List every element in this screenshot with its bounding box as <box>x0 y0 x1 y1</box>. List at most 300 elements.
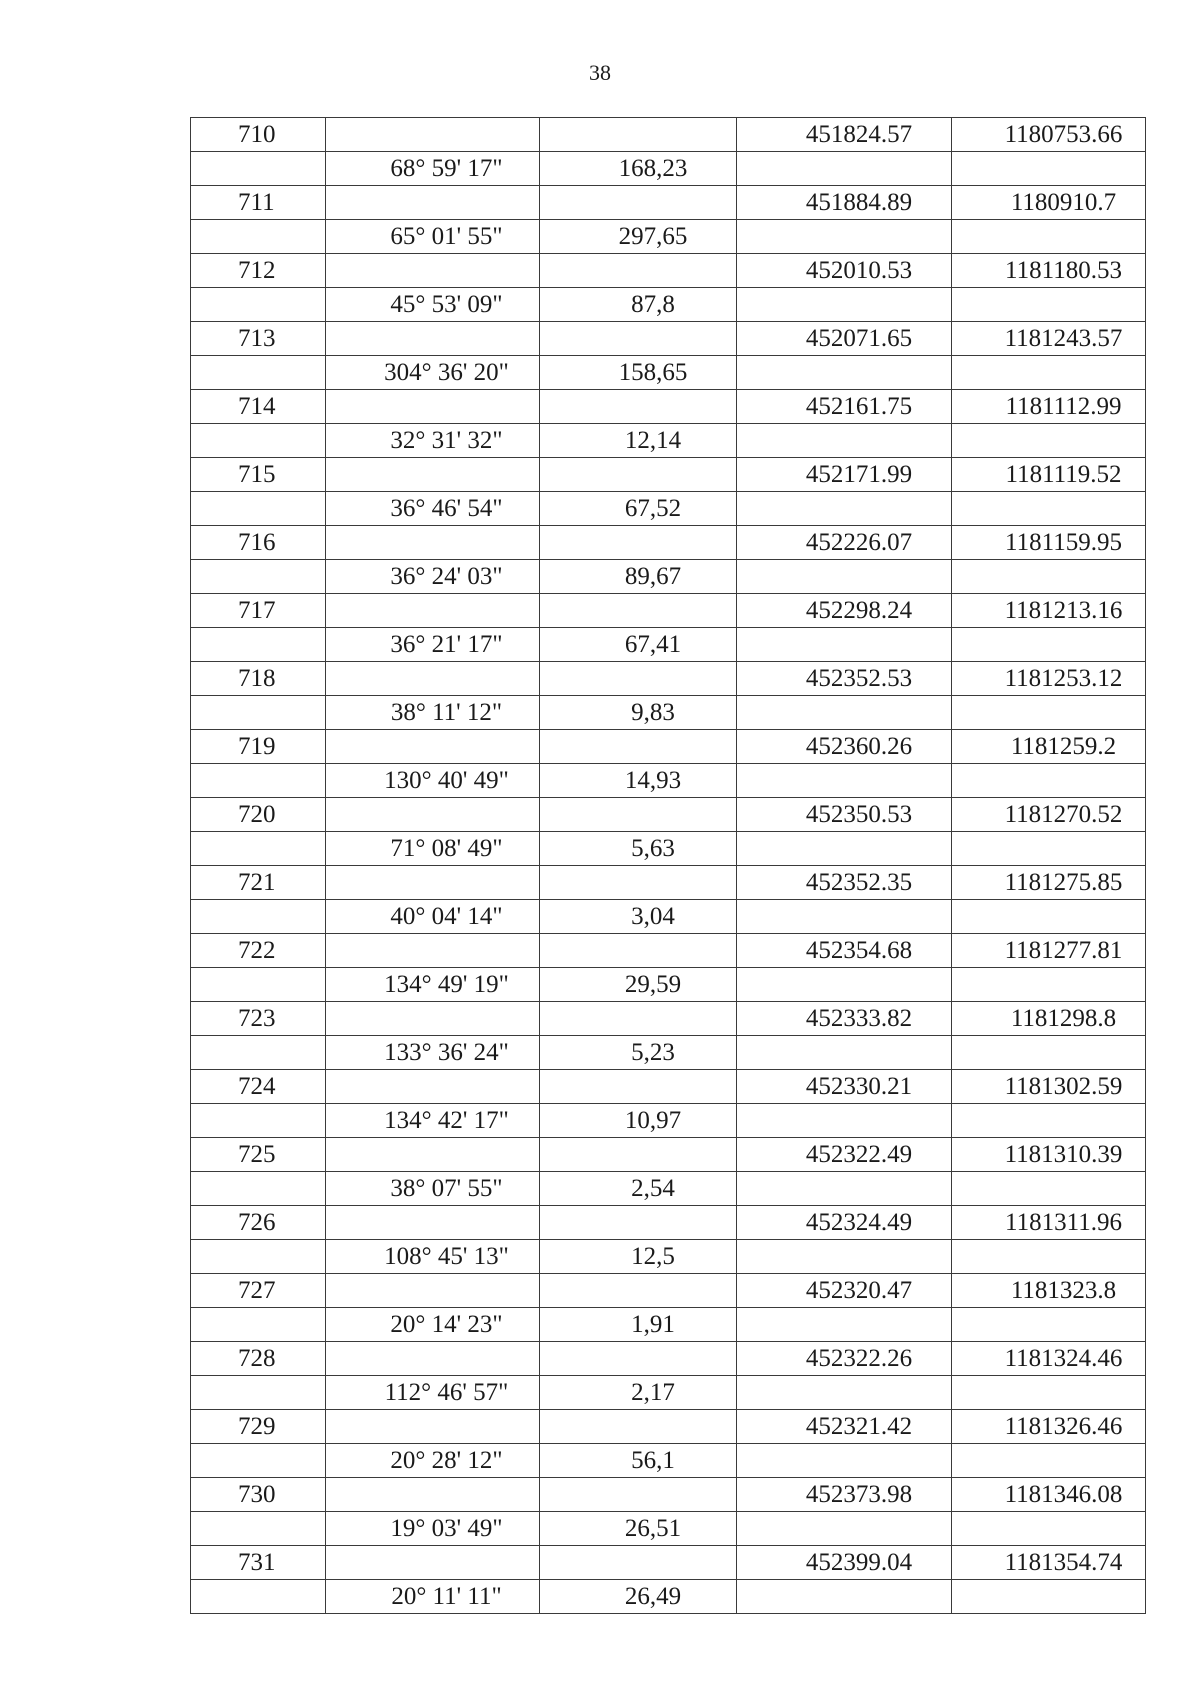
point-row <box>191 1206 1146 1240</box>
y-coordinate-cell <box>952 1274 1146 1308</box>
segment-row <box>191 1376 1146 1410</box>
empty-cell <box>540 798 737 832</box>
x-coordinate-cell <box>737 1342 952 1376</box>
x-coordinate-cell <box>737 594 952 628</box>
empty-cell <box>191 900 326 934</box>
empty-cell <box>737 152 952 186</box>
point-number-cell-text: 712 <box>238 257 276 284</box>
segment-length-cell-text: 56,1 <box>631 1447 675 1474</box>
y-coordinate-cell <box>952 1478 1146 1512</box>
direction-angle-cell-text: 68° 59' 17" <box>390 155 503 182</box>
empty-cell <box>191 492 326 526</box>
segment-row <box>191 356 1146 390</box>
segment-length-cell <box>540 696 737 730</box>
x-coordinate-cell <box>737 1138 952 1172</box>
empty-cell <box>540 1342 737 1376</box>
empty-cell <box>540 730 737 764</box>
empty-cell <box>191 1240 326 1274</box>
empty-cell <box>540 1138 737 1172</box>
x-coordinate-cell-text: 452322.49 <box>805 1141 913 1168</box>
segment-length-cell-text: 297,65 <box>618 223 688 250</box>
segment-length-cell-text: 12,14 <box>624 427 682 454</box>
segment-length-cell-text: 14,93 <box>624 767 682 794</box>
empty-cell <box>191 832 326 866</box>
empty-cell <box>737 288 952 322</box>
segment-row <box>191 560 1146 594</box>
segment-row <box>191 220 1146 254</box>
empty-cell <box>191 1104 326 1138</box>
y-coordinate-cell <box>952 798 1146 832</box>
segment-length-cell <box>540 356 737 390</box>
empty-cell <box>326 1546 540 1580</box>
segment-length-cell <box>540 424 737 458</box>
x-coordinate-cell-text: 452373.98 <box>805 1481 913 1508</box>
segment-row <box>191 628 1146 662</box>
empty-cell <box>952 968 1146 1002</box>
direction-angle-cell <box>326 968 540 1002</box>
point-row <box>191 526 1146 560</box>
x-coordinate-cell-text: 452321.42 <box>805 1413 913 1440</box>
empty-cell <box>952 1104 1146 1138</box>
point-number-cell <box>191 1274 326 1308</box>
coordinates-table <box>190 117 1146 1614</box>
point-row <box>191 1002 1146 1036</box>
y-coordinate-cell-text: 1181253.12 <box>1004 665 1123 692</box>
point-number-cell-text: 726 <box>238 1209 276 1236</box>
segment-row <box>191 1240 1146 1274</box>
direction-angle-cell-text: 32° 31' 32" <box>390 427 503 454</box>
empty-cell <box>326 526 540 560</box>
empty-cell <box>952 560 1146 594</box>
empty-cell <box>737 1376 952 1410</box>
empty-cell <box>326 798 540 832</box>
y-coordinate-cell <box>952 254 1146 288</box>
point-row <box>191 254 1146 288</box>
y-coordinate-cell <box>952 730 1146 764</box>
empty-cell <box>952 1512 1146 1546</box>
point-number-cell <box>191 1478 326 1512</box>
y-coordinate-cell-text: 1181354.74 <box>1004 1549 1123 1576</box>
y-coordinate-cell-text: 1181112.99 <box>1005 393 1122 420</box>
segment-length-cell <box>540 1172 737 1206</box>
y-coordinate-cell <box>952 1070 1146 1104</box>
x-coordinate-cell-text: 452161.75 <box>805 393 913 420</box>
x-coordinate-cell <box>737 254 952 288</box>
segment-length-cell <box>540 1308 737 1342</box>
point-number-cell <box>191 866 326 900</box>
point-number-cell-text: 725 <box>238 1141 276 1168</box>
point-number-cell-text: 727 <box>238 1277 276 1304</box>
direction-angle-cell <box>326 220 540 254</box>
segment-length-cell-text: 1,91 <box>631 1311 675 1338</box>
empty-cell <box>326 458 540 492</box>
empty-cell <box>540 866 737 900</box>
empty-cell <box>952 492 1146 526</box>
segment-row <box>191 1444 1146 1478</box>
empty-cell <box>952 424 1146 458</box>
y-coordinate-cell <box>952 1546 1146 1580</box>
segment-length-cell <box>540 492 737 526</box>
y-coordinate-cell-text: 1180753.66 <box>1004 121 1123 148</box>
segment-length-cell <box>540 560 737 594</box>
y-coordinate-cell <box>952 594 1146 628</box>
empty-cell <box>737 1240 952 1274</box>
empty-cell <box>952 1036 1146 1070</box>
y-coordinate-cell <box>952 390 1146 424</box>
empty-cell <box>540 526 737 560</box>
x-coordinate-cell <box>737 1274 952 1308</box>
point-number-cell-text: 718 <box>238 665 276 692</box>
y-coordinate-cell-text: 1181159.95 <box>1005 529 1122 556</box>
x-coordinate-cell <box>737 662 952 696</box>
empty-cell <box>326 254 540 288</box>
empty-cell <box>326 1070 540 1104</box>
direction-angle-cell <box>326 1240 540 1274</box>
segment-length-cell <box>540 968 737 1002</box>
point-number-cell-text: 729 <box>238 1413 276 1440</box>
y-coordinate-cell-text: 1181323.8 <box>1010 1277 1117 1304</box>
point-row <box>191 866 1146 900</box>
x-coordinate-cell-text: 452071.65 <box>805 325 913 352</box>
point-number-cell <box>191 254 326 288</box>
empty-cell <box>326 730 540 764</box>
empty-cell <box>737 696 952 730</box>
y-coordinate-cell <box>952 526 1146 560</box>
empty-cell <box>326 1002 540 1036</box>
direction-angle-cell-text: 19° 03' 49" <box>390 1515 503 1542</box>
empty-cell <box>952 764 1146 798</box>
x-coordinate-cell <box>737 322 952 356</box>
y-coordinate-cell-text: 1181180.53 <box>1005 257 1122 284</box>
point-number-cell <box>191 1206 326 1240</box>
empty-cell <box>191 1512 326 1546</box>
direction-angle-cell <box>326 628 540 662</box>
x-coordinate-cell-text: 452010.53 <box>805 257 913 284</box>
direction-angle-cell <box>326 1308 540 1342</box>
point-row <box>191 1478 1146 1512</box>
empty-cell <box>326 866 540 900</box>
empty-cell <box>326 662 540 696</box>
x-coordinate-cell-text: 452171.99 <box>805 461 913 488</box>
empty-cell <box>540 1410 737 1444</box>
empty-cell <box>191 1580 326 1614</box>
page-number: 38 <box>589 60 611 85</box>
empty-cell <box>326 186 540 220</box>
empty-cell <box>952 832 1146 866</box>
empty-cell <box>737 1308 952 1342</box>
segment-length-cell <box>540 220 737 254</box>
direction-angle-cell <box>326 1104 540 1138</box>
y-coordinate-cell-text: 1181270.52 <box>1004 801 1123 828</box>
y-coordinate-cell-text: 1181213.16 <box>1004 597 1123 624</box>
y-coordinate-cell-text: 1181311.96 <box>1005 1209 1122 1236</box>
direction-angle-cell-text: 38° 07' 55" <box>390 1175 503 1202</box>
segment-row <box>191 1104 1146 1138</box>
segment-length-cell-text: 12,5 <box>631 1243 675 1270</box>
empty-cell <box>191 288 326 322</box>
x-coordinate-cell-text: 452352.53 <box>805 665 913 692</box>
y-coordinate-cell-text: 1181302.59 <box>1004 1073 1123 1100</box>
direction-angle-cell <box>326 696 540 730</box>
x-coordinate-cell <box>737 866 952 900</box>
direction-angle-cell-text: 20° 14' 23" <box>390 1311 503 1338</box>
empty-cell <box>191 628 326 662</box>
empty-cell <box>952 288 1146 322</box>
empty-cell <box>326 1206 540 1240</box>
empty-cell <box>326 1138 540 1172</box>
empty-cell <box>952 1172 1146 1206</box>
segment-row <box>191 152 1146 186</box>
x-coordinate-cell-text: 452333.82 <box>805 1005 913 1032</box>
segment-length-cell-text: 2,17 <box>631 1379 675 1406</box>
point-row <box>191 1274 1146 1308</box>
empty-cell <box>326 1342 540 1376</box>
empty-cell <box>191 968 326 1002</box>
direction-angle-cell <box>326 832 540 866</box>
y-coordinate-cell-text: 1181298.8 <box>1010 1005 1117 1032</box>
x-coordinate-cell <box>737 1546 952 1580</box>
point-number-cell <box>191 118 326 152</box>
x-coordinate-cell <box>737 458 952 492</box>
point-number-cell <box>191 662 326 696</box>
y-coordinate-cell-text: 1181119.52 <box>1005 461 1122 488</box>
point-number-cell-text: 721 <box>238 869 276 896</box>
point-number-cell-text: 719 <box>238 733 276 760</box>
point-row <box>191 594 1146 628</box>
y-coordinate-cell-text: 1181277.81 <box>1004 937 1123 964</box>
x-coordinate-cell <box>737 1002 952 1036</box>
segment-row <box>191 832 1146 866</box>
segment-row <box>191 1308 1146 1342</box>
empty-cell <box>540 1002 737 1036</box>
point-row <box>191 798 1146 832</box>
point-row <box>191 118 1146 152</box>
empty-cell <box>191 1376 326 1410</box>
point-number-cell <box>191 1410 326 1444</box>
x-coordinate-cell-text: 452399.04 <box>805 1549 913 1576</box>
direction-angle-cell-text: 133° 36' 24" <box>384 1039 509 1066</box>
empty-cell <box>191 560 326 594</box>
point-row <box>191 1410 1146 1444</box>
empty-cell <box>737 1580 952 1614</box>
direction-angle-cell-text: 36° 46' 54" <box>390 495 503 522</box>
x-coordinate-cell-text: 452330.21 <box>805 1073 913 1100</box>
x-coordinate-cell <box>737 798 952 832</box>
empty-cell <box>326 1274 540 1308</box>
empty-cell <box>540 662 737 696</box>
empty-cell <box>737 424 952 458</box>
point-number-cell <box>191 1002 326 1036</box>
x-coordinate-cell <box>737 1206 952 1240</box>
x-coordinate-cell <box>737 730 952 764</box>
empty-cell <box>191 1036 326 1070</box>
empty-cell <box>326 322 540 356</box>
direction-angle-cell-text: 45° 53' 09" <box>390 291 503 318</box>
point-row <box>191 934 1146 968</box>
segment-row <box>191 288 1146 322</box>
direction-angle-cell-text: 130° 40' 49" <box>384 767 509 794</box>
direction-angle-cell <box>326 356 540 390</box>
point-row <box>191 390 1146 424</box>
point-number-cell <box>191 594 326 628</box>
empty-cell <box>540 390 737 424</box>
point-row <box>191 1138 1146 1172</box>
point-number-cell-text: 717 <box>238 597 276 624</box>
x-coordinate-cell-text: 452360.26 <box>805 733 913 760</box>
segment-length-cell <box>540 1376 737 1410</box>
x-coordinate-cell-text: 452354.68 <box>805 937 913 964</box>
point-number-cell-text: 711 <box>238 189 275 216</box>
y-coordinate-cell-text: 1181346.08 <box>1004 1481 1123 1508</box>
y-coordinate-cell <box>952 1138 1146 1172</box>
segment-row <box>191 696 1146 730</box>
empty-cell <box>737 1512 952 1546</box>
x-coordinate-cell <box>737 118 952 152</box>
point-number-cell <box>191 1342 326 1376</box>
empty-cell <box>952 356 1146 390</box>
segment-length-cell-text: 168,23 <box>618 155 688 182</box>
empty-cell <box>952 900 1146 934</box>
x-coordinate-cell <box>737 934 952 968</box>
direction-angle-cell <box>326 1580 540 1614</box>
point-number-cell-text: 715 <box>238 461 276 488</box>
point-number-cell <box>191 798 326 832</box>
segment-length-cell-text: 87,8 <box>631 291 675 318</box>
empty-cell <box>326 1410 540 1444</box>
point-number-cell-text: 723 <box>238 1005 276 1032</box>
y-coordinate-cell <box>952 458 1146 492</box>
segment-length-cell <box>540 288 737 322</box>
segment-length-cell <box>540 1240 737 1274</box>
empty-cell <box>952 152 1146 186</box>
empty-cell <box>540 1478 737 1512</box>
y-coordinate-cell <box>952 934 1146 968</box>
segment-length-cell-text: 89,67 <box>624 563 682 590</box>
segment-row <box>191 1172 1146 1206</box>
x-coordinate-cell <box>737 390 952 424</box>
x-coordinate-cell-text: 452298.24 <box>805 597 913 624</box>
point-row <box>191 186 1146 220</box>
direction-angle-cell <box>326 492 540 526</box>
empty-cell <box>540 934 737 968</box>
segment-length-cell-text: 158,65 <box>618 359 688 386</box>
point-row <box>191 458 1146 492</box>
point-number-cell <box>191 1138 326 1172</box>
segment-length-cell-text: 67,41 <box>624 631 682 658</box>
empty-cell <box>540 186 737 220</box>
point-number-cell-text: 731 <box>238 1549 276 1576</box>
segment-length-cell <box>540 628 737 662</box>
y-coordinate-cell <box>952 1206 1146 1240</box>
direction-angle-cell-text: 65° 01' 55" <box>390 223 503 250</box>
empty-cell <box>737 356 952 390</box>
point-number-cell-text: 710 <box>238 121 276 148</box>
segment-length-cell-text: 2,54 <box>631 1175 675 1202</box>
direction-angle-cell-text: 134° 42' 17" <box>384 1107 509 1134</box>
point-row <box>191 322 1146 356</box>
y-coordinate-cell-text: 1181243.57 <box>1004 325 1123 352</box>
segment-length-cell-text: 3,04 <box>631 903 675 930</box>
empty-cell <box>540 1070 737 1104</box>
empty-cell <box>540 322 737 356</box>
empty-cell <box>737 832 952 866</box>
empty-cell <box>540 594 737 628</box>
x-coordinate-cell-text: 451884.89 <box>805 189 913 216</box>
direction-angle-cell <box>326 560 540 594</box>
point-number-cell <box>191 730 326 764</box>
empty-cell <box>952 1376 1146 1410</box>
y-coordinate-cell <box>952 662 1146 696</box>
y-coordinate-cell <box>952 186 1146 220</box>
empty-cell <box>540 1274 737 1308</box>
empty-cell <box>326 1478 540 1512</box>
y-coordinate-cell <box>952 118 1146 152</box>
direction-angle-cell-text: 36° 21' 17" <box>390 631 503 658</box>
empty-cell <box>737 1104 952 1138</box>
empty-cell <box>540 118 737 152</box>
direction-angle-cell-text: 40° 04' 14" <box>390 903 503 930</box>
point-number-cell-text: 722 <box>238 937 276 964</box>
x-coordinate-cell <box>737 1070 952 1104</box>
y-coordinate-cell <box>952 866 1146 900</box>
empty-cell <box>326 934 540 968</box>
segment-length-cell <box>540 1512 737 1546</box>
segment-length-cell <box>540 1580 737 1614</box>
direction-angle-cell-text: 134° 49' 19" <box>384 971 509 998</box>
empty-cell <box>191 696 326 730</box>
empty-cell <box>326 118 540 152</box>
empty-cell <box>737 900 952 934</box>
point-number-cell-text: 713 <box>238 325 276 352</box>
y-coordinate-cell-text: 1180910.7 <box>1010 189 1117 216</box>
y-coordinate-cell <box>952 1410 1146 1444</box>
segment-length-cell <box>540 900 737 934</box>
empty-cell <box>191 152 326 186</box>
direction-angle-cell-text: 20° 28' 12" <box>390 1447 503 1474</box>
empty-cell <box>191 356 326 390</box>
segment-row <box>191 1580 1146 1614</box>
direction-angle-cell <box>326 152 540 186</box>
point-number-cell-text: 720 <box>238 801 276 828</box>
empty-cell <box>540 458 737 492</box>
direction-angle-cell-text: 36° 24' 03" <box>390 563 503 590</box>
point-number-cell-text: 724 <box>238 1073 276 1100</box>
empty-cell <box>737 968 952 1002</box>
empty-cell <box>737 628 952 662</box>
segment-row <box>191 1512 1146 1546</box>
segment-row <box>191 764 1146 798</box>
segment-length-cell-text: 5,63 <box>631 835 675 862</box>
direction-angle-cell <box>326 764 540 798</box>
direction-angle-cell <box>326 1172 540 1206</box>
empty-cell <box>952 220 1146 254</box>
point-number-cell <box>191 390 326 424</box>
segment-length-cell <box>540 764 737 798</box>
segment-length-cell-text: 9,83 <box>631 699 675 726</box>
x-coordinate-cell-text: 452226.07 <box>805 529 913 556</box>
x-coordinate-cell <box>737 1478 952 1512</box>
y-coordinate-cell-text: 1181310.39 <box>1004 1141 1123 1168</box>
segment-row <box>191 900 1146 934</box>
segment-length-cell-text: 67,52 <box>624 495 682 522</box>
x-coordinate-cell-text: 451824.57 <box>805 121 913 148</box>
x-coordinate-cell-text: 452324.49 <box>805 1209 913 1236</box>
direction-angle-cell <box>326 1036 540 1070</box>
y-coordinate-cell-text: 1181259.2 <box>1010 733 1117 760</box>
point-row <box>191 662 1146 696</box>
segment-row <box>191 1036 1146 1070</box>
point-number-cell-text: 716 <box>238 529 276 556</box>
